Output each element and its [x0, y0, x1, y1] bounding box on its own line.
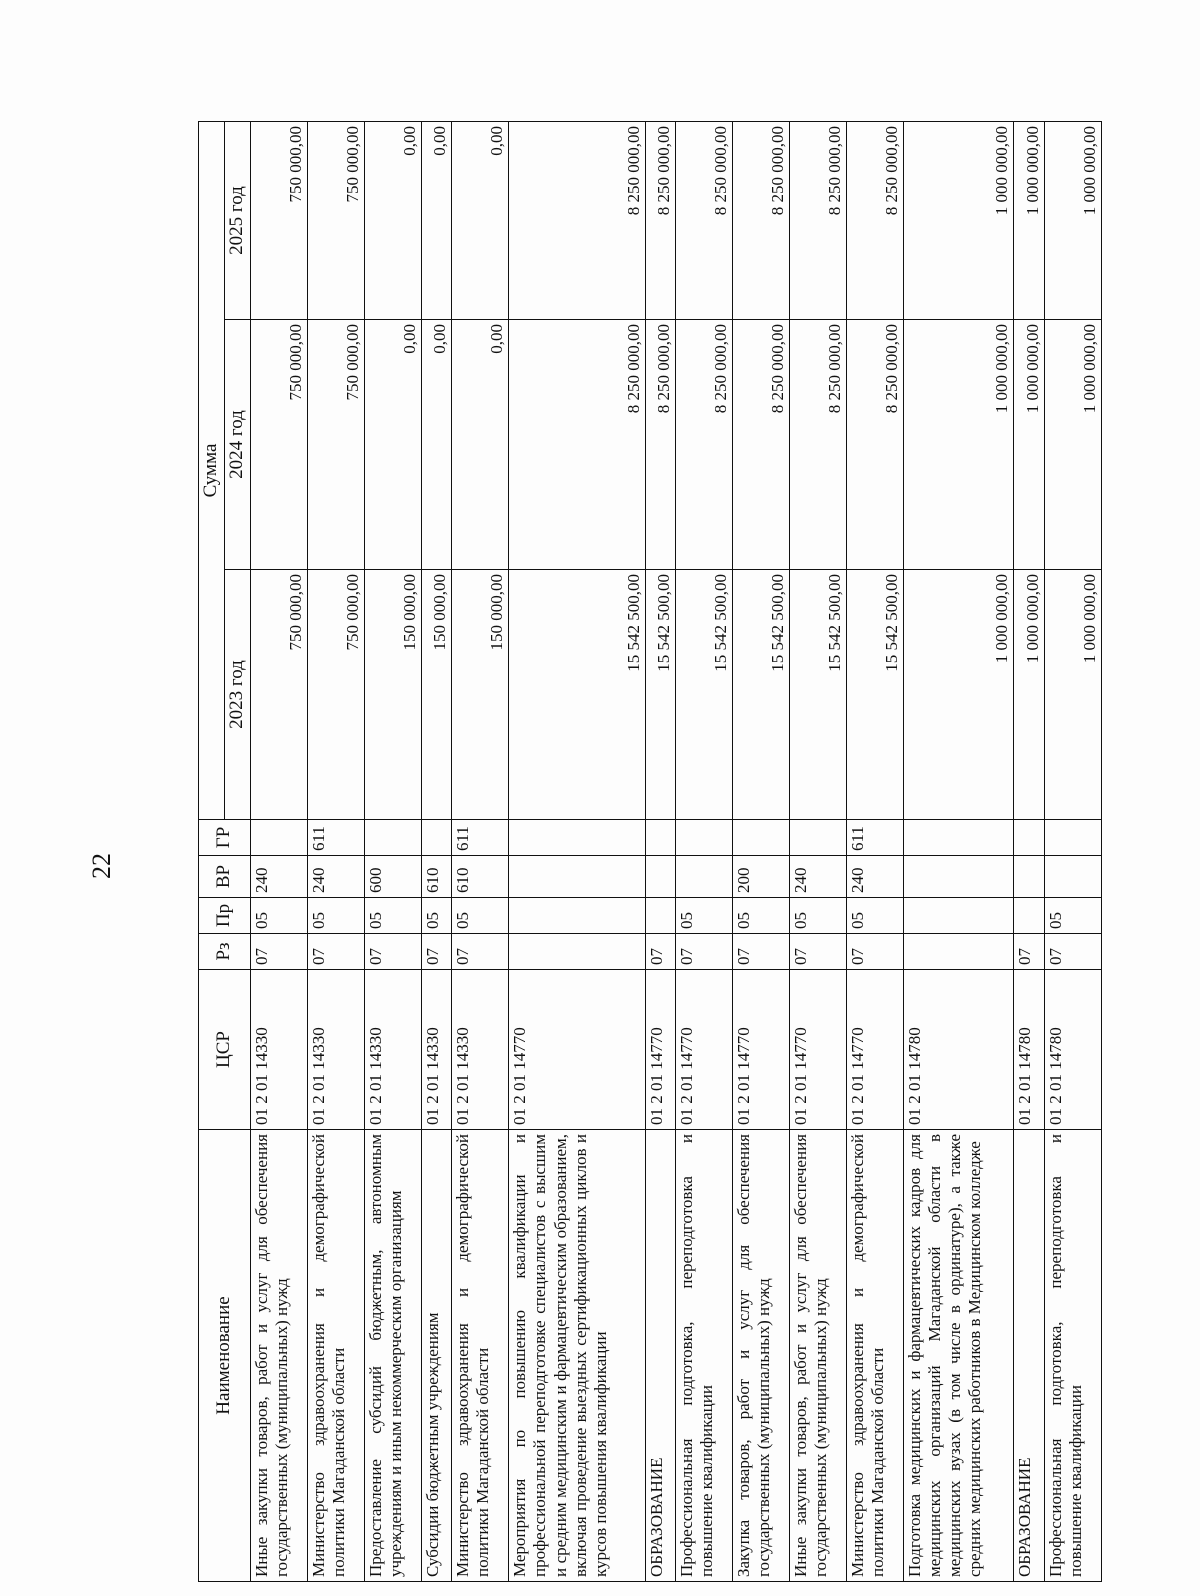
table-row	[1014, 122, 1044, 1582]
header-rz: Рз	[199, 934, 251, 970]
cell-pr: 05	[421, 898, 451, 934]
cell-2023: 15 542 500,00	[790, 570, 847, 820]
cell-rz: 07	[733, 934, 790, 970]
table-row	[676, 122, 733, 1582]
cell-rz: 07	[452, 934, 509, 970]
table-row	[790, 122, 847, 1582]
table-row	[421, 122, 451, 1582]
cell-rz	[904, 934, 1014, 970]
table-row	[733, 122, 790, 1582]
table-row	[251, 122, 308, 1582]
cell-pr	[1014, 898, 1044, 934]
cell-rz: 07	[645, 934, 675, 970]
cell-gr: 611	[847, 820, 904, 856]
cell-2023: 15 542 500,00	[645, 570, 675, 820]
cell-2025: 1 000 000,00	[1014, 122, 1044, 320]
cell-2023: 15 542 500,00	[847, 570, 904, 820]
cell-gr	[1014, 820, 1044, 856]
header-csr: ЦСР	[199, 970, 251, 1130]
cell-vr	[645, 856, 675, 898]
table-row	[645, 122, 675, 1582]
cell-gr	[645, 820, 675, 856]
table-header	[199, 122, 251, 1582]
cell-gr	[904, 820, 1014, 856]
cell-2024: 8 250 000,00	[847, 320, 904, 570]
cell-name: Профессиональная подготовка, переподготовка и повышение квалификации	[1044, 1130, 1101, 1582]
cell-rz: 07	[790, 934, 847, 970]
header-pr: Пр	[199, 898, 251, 934]
cell-2024: 750 000,00	[251, 320, 308, 570]
header-gr: ГР	[199, 820, 251, 856]
cell-2023: 150 000,00	[452, 570, 509, 820]
cell-vr: 240	[790, 856, 847, 898]
cell-2023: 750 000,00	[251, 570, 308, 820]
cell-csr: 01 2 01 14780	[904, 970, 1014, 1130]
cell-gr: 611	[307, 820, 364, 856]
cell-pr	[904, 898, 1014, 934]
cell-name: Профессиональная подготовка, переподготовка и повышение квалификации	[676, 1130, 733, 1582]
table-row	[509, 122, 646, 1582]
cell-2023: 750 000,00	[307, 570, 364, 820]
cell-2024: 0,00	[364, 320, 421, 570]
cell-pr: 05	[307, 898, 364, 934]
cell-name: Подготовка медицинских и фармацевтических кадров для медицинских организаций Магаданской области в медицинских вузах (в том числе в ординатуре), а также средних медицинских работников в Медицинском колледже	[904, 1130, 1014, 1582]
cell-pr: 05	[452, 898, 509, 934]
cell-name: Иные закупки товаров, работ и услуг для обеспечения государственных (муниципальных) нужд	[790, 1130, 847, 1582]
cell-name: Министерство здравоохранения и демографической политики Магаданской области	[452, 1130, 509, 1582]
table-row	[1044, 122, 1101, 1582]
cell-vr: 600	[364, 856, 421, 898]
cell-name: ОБРАЗОВАНИЕ	[1014, 1130, 1044, 1582]
cell-gr	[364, 820, 421, 856]
cell-2024: 8 250 000,00	[645, 320, 675, 570]
cell-name: Закупка товаров, работ и услуг для обеспечения государственных (муниципальных) нужд	[733, 1130, 790, 1582]
cell-vr	[1014, 856, 1044, 898]
cell-2024: 1 000 000,00	[904, 320, 1014, 570]
cell-2024: 8 250 000,00	[509, 320, 646, 570]
cell-rz: 07	[1014, 934, 1044, 970]
cell-name: Предоставление субсидий бюджетным, автономным учреждениям и иным некоммерческим организациям	[364, 1130, 421, 1582]
table-row	[307, 122, 364, 1582]
cell-2025: 8 250 000,00	[645, 122, 675, 320]
cell-gr	[1044, 820, 1101, 856]
header-vr: ВР	[199, 856, 251, 898]
cell-name: Мероприятия по повышению квалификации и профессиональной переподготовке специалистов с высшим и средним медицинским и фармацевтическим образованием, включая проведение выездных сертификационных циклов и курсов повышения квалификации	[509, 1130, 646, 1582]
cell-pr	[645, 898, 675, 934]
table-row	[904, 122, 1014, 1582]
cell-csr: 01 2 01 14330	[421, 970, 451, 1130]
cell-2025: 8 250 000,00	[733, 122, 790, 320]
cell-pr: 05	[1044, 898, 1101, 934]
cell-csr: 01 2 01 14330	[307, 970, 364, 1130]
cell-gr	[509, 820, 646, 856]
cell-csr: 01 2 01 14770	[676, 970, 733, 1130]
cell-vr: 200	[733, 856, 790, 898]
table-row	[452, 122, 509, 1582]
cell-2025: 0,00	[364, 122, 421, 320]
cell-gr: 611	[452, 820, 509, 856]
header-2023: 2023 год	[225, 570, 251, 820]
cell-rz: 07	[1044, 934, 1101, 970]
cell-vr: 610	[452, 856, 509, 898]
cell-2024: 0,00	[452, 320, 509, 570]
cell-rz: 07	[421, 934, 451, 970]
cell-name: Министерство здравоохранения и демографической политики Магаданской области	[307, 1130, 364, 1582]
cell-2023: 150 000,00	[364, 570, 421, 820]
cell-2024: 8 250 000,00	[733, 320, 790, 570]
cell-pr: 05	[364, 898, 421, 934]
cell-2025: 750 000,00	[251, 122, 308, 320]
cell-csr: 01 2 01 14780	[1014, 970, 1044, 1130]
cell-2024: 8 250 000,00	[676, 320, 733, 570]
header-2025: 2025 год	[225, 122, 251, 320]
cell-rz: 07	[251, 934, 308, 970]
cell-csr: 01 2 01 14770	[847, 970, 904, 1130]
cell-pr: 05	[847, 898, 904, 934]
cell-gr	[733, 820, 790, 856]
cell-vr: 610	[421, 856, 451, 898]
cell-vr: 240	[847, 856, 904, 898]
cell-vr	[509, 856, 646, 898]
cell-2025: 8 250 000,00	[676, 122, 733, 320]
cell-csr: 01 2 01 14330	[251, 970, 308, 1130]
cell-2023: 15 542 500,00	[509, 570, 646, 820]
cell-2025: 0,00	[421, 122, 451, 320]
cell-rz: 07	[364, 934, 421, 970]
cell-2025: 750 000,00	[307, 122, 364, 320]
cell-2023: 150 000,00	[421, 570, 451, 820]
cell-vr: 240	[251, 856, 308, 898]
table-body	[251, 122, 1102, 1582]
cell-vr	[1044, 856, 1101, 898]
cell-gr	[421, 820, 451, 856]
cell-2023: 1 000 000,00	[904, 570, 1014, 820]
cell-2025: 1 000 000,00	[904, 122, 1014, 320]
cell-pr	[509, 898, 646, 934]
cell-2023: 1 000 000,00	[1044, 570, 1101, 820]
cell-gr	[790, 820, 847, 856]
header-sum: Сумма	[199, 122, 225, 820]
cell-2025: 8 250 000,00	[509, 122, 646, 320]
budget-table	[198, 121, 1102, 1582]
cell-2025: 8 250 000,00	[847, 122, 904, 320]
cell-gr	[251, 820, 308, 856]
cell-vr: 240	[307, 856, 364, 898]
table-row	[847, 122, 904, 1582]
cell-2024: 1 000 000,00	[1044, 320, 1101, 570]
cell-csr: 01 2 01 14770	[645, 970, 675, 1130]
cell-rz: 07	[676, 934, 733, 970]
cell-rz	[509, 934, 646, 970]
cell-csr: 01 2 01 14770	[509, 970, 646, 1130]
cell-2023: 15 542 500,00	[676, 570, 733, 820]
cell-vr	[904, 856, 1014, 898]
cell-2024: 8 250 000,00	[790, 320, 847, 570]
cell-rz: 07	[847, 934, 904, 970]
cell-pr: 05	[733, 898, 790, 934]
cell-2025: 8 250 000,00	[790, 122, 847, 320]
cell-2025: 1 000 000,00	[1044, 122, 1101, 320]
cell-2025: 0,00	[452, 122, 509, 320]
cell-2024: 750 000,00	[307, 320, 364, 570]
cell-name: Иные закупки товаров, работ и услуг для обеспечения государственных (муниципальных) нужд	[251, 1130, 308, 1582]
cell-csr: 01 2 01 14330	[364, 970, 421, 1130]
header-name: Наименование	[199, 1130, 251, 1582]
cell-2024: 1 000 000,00	[1014, 320, 1044, 570]
cell-2023: 15 542 500,00	[733, 570, 790, 820]
cell-name: Субсидии бюджетным учреждениям	[421, 1130, 451, 1582]
header-2024: 2024 год	[225, 320, 251, 570]
cell-vr	[676, 856, 733, 898]
cell-gr	[676, 820, 733, 856]
cell-name: ОБРАЗОВАНИЕ	[645, 1130, 675, 1582]
cell-pr: 05	[251, 898, 308, 934]
cell-2023: 1 000 000,00	[1014, 570, 1044, 820]
cell-csr: 01 2 01 14330	[452, 970, 509, 1130]
cell-pr: 05	[790, 898, 847, 934]
cell-pr: 05	[676, 898, 733, 934]
budget-table-container	[198, 122, 1102, 1582]
page-number: 22	[87, 853, 116, 879]
cell-2024: 0,00	[421, 320, 451, 570]
cell-rz: 07	[307, 934, 364, 970]
cell-csr: 01 2 01 14770	[790, 970, 847, 1130]
cell-csr: 01 2 01 14770	[733, 970, 790, 1130]
cell-csr: 01 2 01 14780	[1044, 970, 1101, 1130]
table-row	[364, 122, 421, 1582]
cell-name: Министерство здравоохранения и демографической политики Магаданской области	[847, 1130, 904, 1582]
